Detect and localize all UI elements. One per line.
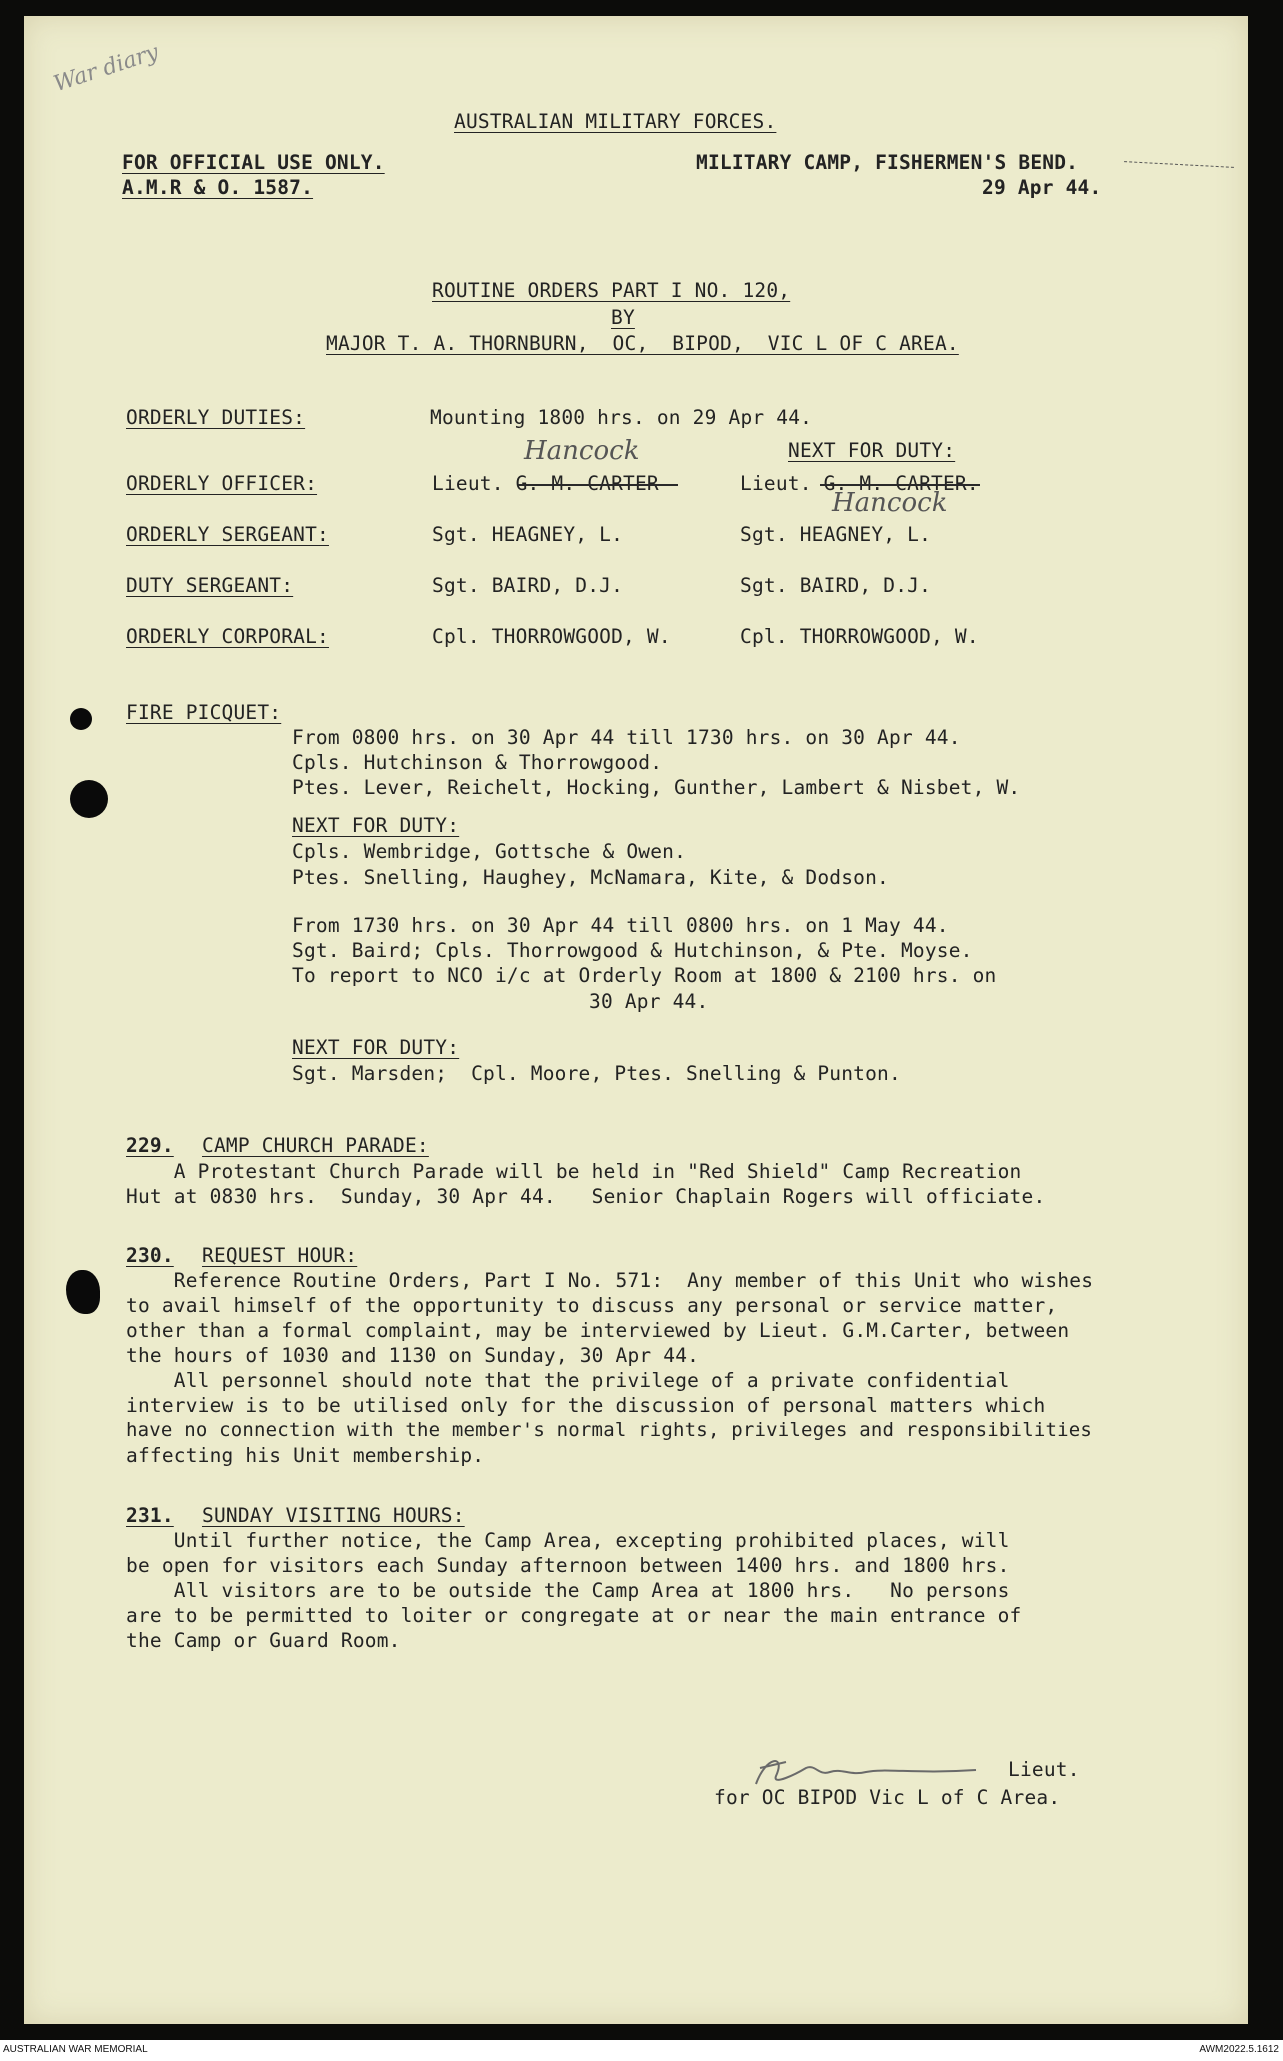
item-line: the Camp or Guard Room. — [126, 1629, 401, 1652]
item-line: be open for visitors each Sunday afternoon between 1400 hrs. and 1800 hrs. — [126, 1554, 1010, 1577]
fire-picquet-line: Sgt. Baird; Cpls. Thorrowgood & Hutchinson, & Pte. Moyse. — [292, 939, 973, 962]
duty-label-sergeant: ORDERLY SERGEANT: — [126, 523, 329, 546]
fire-picquet-line: From 0800 hrs. on 30 Apr 44 till 1730 hrs. on 30 Apr 44. — [292, 726, 961, 749]
fire-picquet-label: FIRE PICQUET: — [126, 701, 282, 724]
handwritten-note: War diary — [50, 39, 162, 98]
strike-current — [518, 484, 678, 486]
ink-line — [1124, 161, 1234, 168]
duty-next-corporal: Cpl. THORROWGOOD, W. — [740, 625, 979, 648]
document-heading: AUSTRALIAN MILITARY FORCES. — [454, 110, 777, 133]
fire-picquet-line: 30 Apr 44. — [589, 990, 709, 1013]
item-line: All visitors are to be outside the Camp Area at 1800 hrs. No persons — [126, 1579, 1010, 1602]
fire-picquet-next-line: Cpls. Wembridge, Gottsche & Owen. — [292, 840, 687, 863]
official-use-label: FOR OFFICIAL USE ONLY. — [122, 151, 385, 174]
fire-picquet-next-line: Ptes. Snelling, Haughey, McNamara, Kite, & Dodson. — [292, 866, 889, 889]
item-number: 231. — [126, 1504, 174, 1527]
item-line: to avail himself of the opportunity to discuss any personal or service matter, — [126, 1294, 1058, 1317]
item-line: the hours of 1030 and 1130 on Sunday, 30 Apr 44. — [126, 1344, 700, 1367]
punch-hole-top — [70, 780, 108, 818]
duty-label-duty-sergeant: DUTY SERGEANT: — [126, 574, 294, 597]
strike-next — [820, 484, 980, 486]
orders-title: ROUTINE ORDERS PART I NO. 120, — [432, 279, 791, 302]
duty-next-sergeant: Sgt. HEAGNEY, L. — [740, 523, 932, 546]
item-line: are to be permitted to loiter or congregate at or near the main entrance of — [126, 1604, 1022, 1627]
item-line: other than a formal complaint, may be interviewed by Lieut. G.M.Carter, between — [126, 1319, 1070, 1342]
orderly-duties-label: ORDERLY DUTIES: — [126, 406, 306, 429]
duty-next-duty-sergeant: Sgt. BAIRD, D.J. — [740, 574, 932, 597]
footer-reference: AWM2022.5.1612 — [1199, 2044, 1279, 2055]
fire-picquet-next-line: Sgt. Marsden; Cpl. Moore, Ptes. Snelling & Punton. — [292, 1062, 901, 1085]
fire-picquet-line: Ptes. Lever, Reichelt, Hocking, Gunther, Lambert & Nisbet, W. — [292, 776, 1021, 799]
fire-picquet-next-label: NEXT FOR DUTY: — [292, 1036, 460, 1059]
item-line: Reference Routine Orders, Part I No. 571: Any member of this Unit who wishes — [126, 1269, 1094, 1292]
item-line: All personnel should note that the privilege of a private confidential — [126, 1369, 1010, 1392]
hand-correction-current: Hancock — [524, 436, 640, 466]
orders-issuer: MAJOR T. A. THORNBURN, OC, BIPOD, VIC L OF C AREA. — [326, 332, 959, 355]
duty-current-sergeant: Sgt. HEAGNEY, L. — [432, 523, 624, 546]
document-date: 29 Apr 44. — [982, 176, 1102, 199]
duty-current-officer: Lieut. G. M. CARTER — [432, 472, 659, 495]
archive-footer — [0, 2040, 1283, 2061]
camp-location: MILITARY CAMP, FISHERMEN'S BEND. — [696, 151, 1079, 174]
item-heading: REQUEST HOUR: — [202, 1244, 358, 1267]
item-line: Hut at 0830 hrs. Sunday, 30 Apr 44. Senior Chaplain Rogers will officiate. — [126, 1185, 1046, 1208]
hand-correction-next: Hancock — [832, 488, 948, 518]
document-page — [24, 16, 1248, 2024]
item-number: 229. — [126, 1134, 174, 1157]
item-heading: SUNDAY VISITING HOURS: — [202, 1504, 465, 1527]
item-line: have no connection with the member's normal rights, privileges and responsibilities — [126, 1419, 1093, 1441]
signature-rank: Lieut. — [1008, 1758, 1080, 1781]
orders-by: BY — [611, 306, 635, 329]
item-heading: CAMP CHURCH PARADE: — [202, 1134, 429, 1157]
fire-picquet-line: From 1730 hrs. on 30 Apr 44 till 0800 hrs. on 1 May 44. — [292, 914, 949, 937]
amr-reference: A.M.R & O. 1587. — [122, 176, 314, 199]
duty-next-officer: Lieut. G. M. CARTER. — [740, 472, 979, 495]
duty-label-officer: ORDERLY OFFICER: — [126, 472, 318, 495]
item-line: affecting his Unit membership. — [126, 1444, 485, 1467]
orderly-duties-value: Mounting 1800 hrs. on 29 Apr 44. — [430, 406, 813, 429]
footer-institution: AUSTRALIAN WAR MEMORIAL — [3, 2044, 148, 2055]
item-line: Until further notice, the Camp Area, excepting prohibited places, will — [126, 1529, 1010, 1552]
fire-picquet-next-label: NEXT FOR DUTY: — [292, 814, 460, 837]
item-number: 230. — [126, 1244, 174, 1267]
next-for-duty-header: NEXT FOR DUTY: — [788, 439, 956, 462]
ink-blot — [70, 708, 92, 730]
signature-for-line: for OC BIPOD Vic L of C Area. — [714, 1786, 1061, 1809]
duty-current-duty-sergeant: Sgt. BAIRD, D.J. — [432, 574, 624, 597]
fire-picquet-line: To report to NCO i/c at Orderly Room at 1800 & 2100 hrs. on — [292, 964, 997, 987]
duty-label-corporal: ORDERLY CORPORAL: — [126, 625, 329, 648]
item-line: A Protestant Church Parade will be held in "Red Shield" Camp Recreation — [126, 1160, 1022, 1183]
fire-picquet-line: Cpls. Hutchinson & Thorrowgood. — [292, 751, 663, 774]
punch-hole-bottom — [66, 1270, 100, 1314]
duty-current-corporal: Cpl. THORROWGOOD, W. — [432, 625, 671, 648]
item-line: interview is to be utilised only for the discussion of personal matters which — [126, 1394, 1046, 1417]
